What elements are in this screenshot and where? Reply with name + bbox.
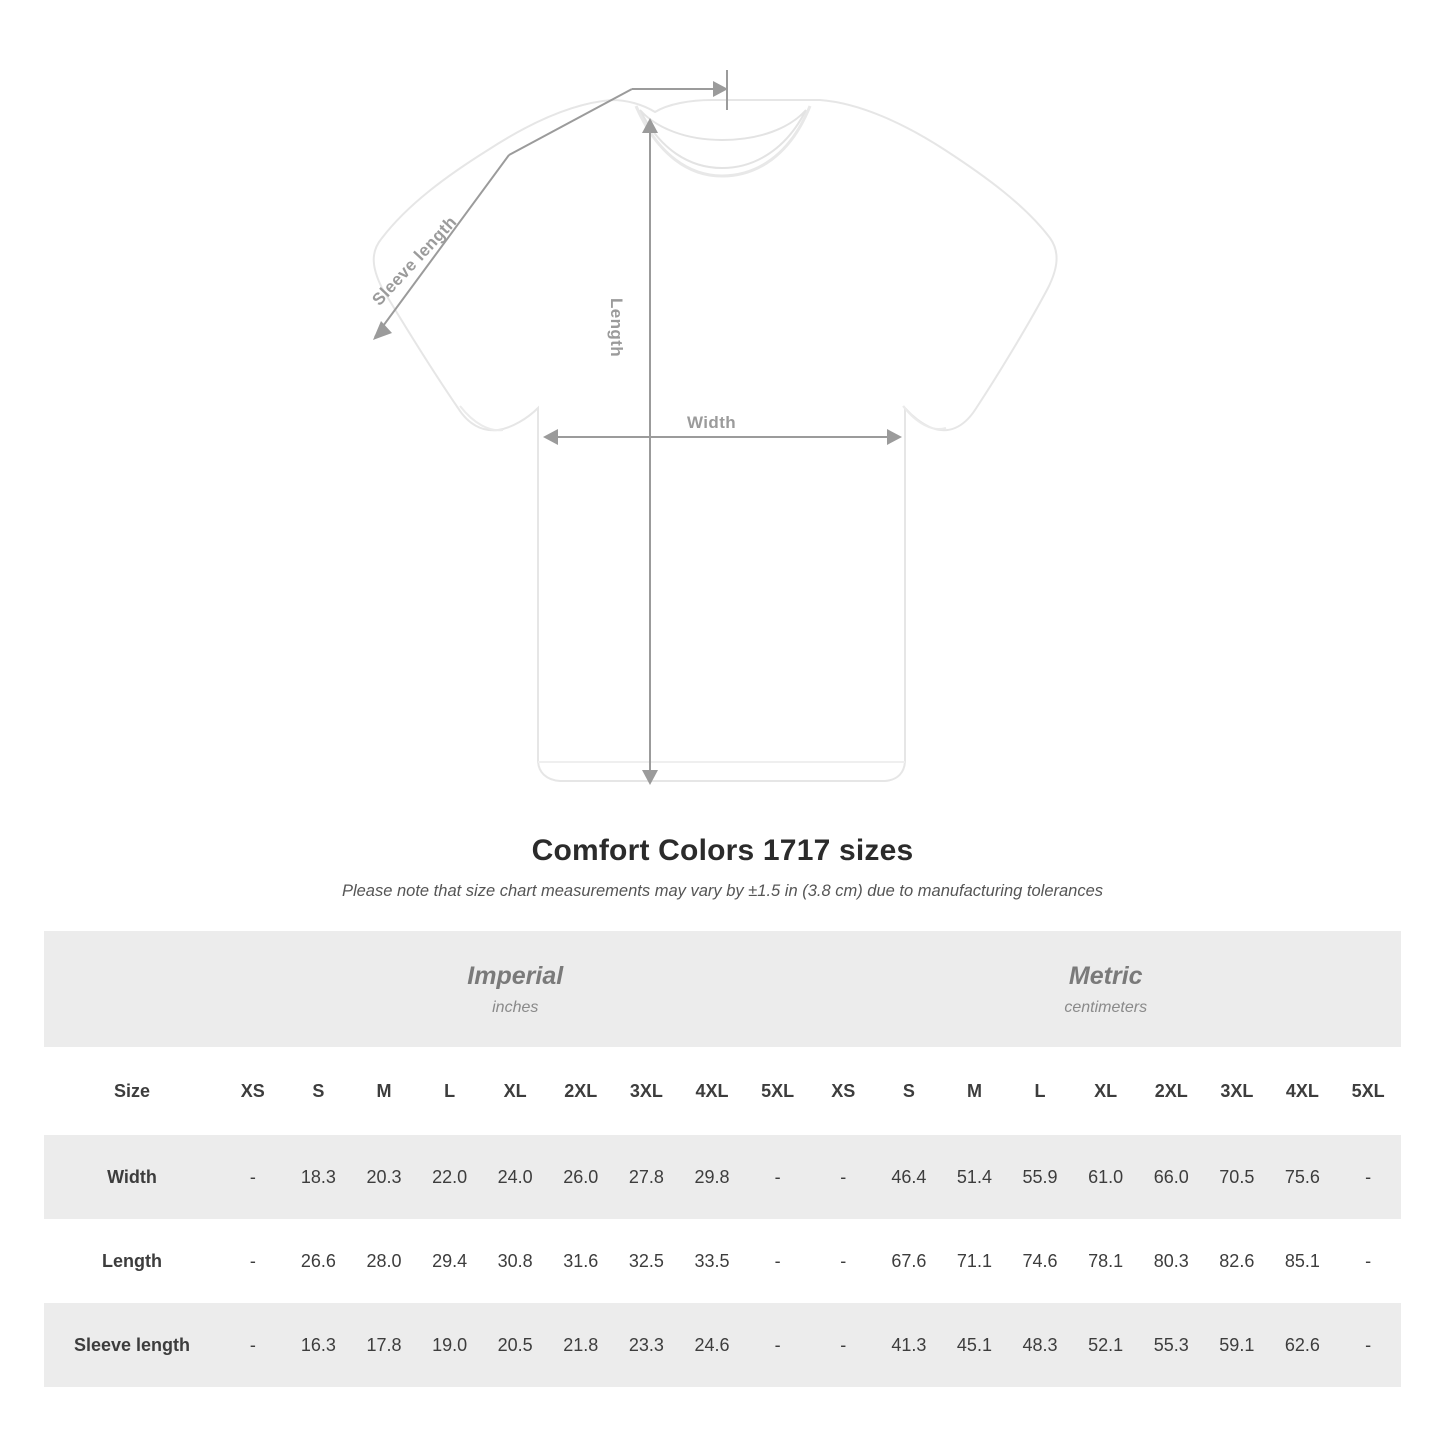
unit-header-row [44,931,1401,1047]
imperial-unit-cell [220,931,810,1047]
metric-system-label: Metric [1068,961,1143,990]
size-table [44,931,1401,1387]
cell-sleeve-imperial-5xl: - [745,1303,811,1387]
table-row [44,1303,1401,1387]
size-header-imperial-5xl: 5XL [745,1047,811,1135]
size-header-imperial-2xl: 2XL [548,1047,614,1135]
cell-width-imperial-2xl: 26.0 [548,1135,614,1219]
cell-width-metric-s: 46.4 [876,1135,942,1219]
cell-width-imperial-xl: 24.0 [482,1135,548,1219]
size-header-metric-4xl: 4XL [1270,1047,1336,1135]
size-header-imperial-xs: XS [220,1047,286,1135]
size-header-imperial-xl: XL [482,1047,548,1135]
metric-unit-cell [810,931,1401,1047]
cell-sleeve-imperial-2xl: 21.8 [548,1303,614,1387]
cell-sleeve-imperial-xl: 20.5 [482,1303,548,1387]
cell-length-metric-l: 74.6 [1007,1219,1073,1303]
cell-sleeve-metric-5xl: - [1335,1303,1401,1387]
length-dimension-label: Length [604,290,628,426]
page-title: Comfort Colors 1717 sizes [531,834,914,867]
cell-length-imperial-4xl: 33.5 [679,1219,745,1303]
row-label-sleeve-length: Sleeve length [44,1303,220,1387]
size-header-metric-5xl: 5XL [1335,1047,1401,1135]
width-dimension-label: Width [679,413,744,433]
size-header-metric-xl: XL [1073,1047,1139,1135]
cell-sleeve-metric-xs: - [810,1303,876,1387]
size-header-imperial-3xl: 3XL [614,1047,680,1135]
cell-length-imperial-l: 29.4 [417,1219,483,1303]
cell-length-imperial-3xl: 32.5 [614,1219,680,1303]
cell-width-imperial-4xl: 29.8 [679,1135,745,1219]
cell-width-metric-m: 51.4 [942,1135,1008,1219]
size-table-wrap [44,931,1401,1387]
size-header-label: Size [44,1047,220,1135]
row-label-width: Width [44,1135,220,1219]
size-header-imperial-s: S [286,1047,352,1135]
size-header-metric-l: L [1007,1047,1073,1135]
cell-width-imperial-l: 22.0 [417,1135,483,1219]
cell-sleeve-metric-4xl: 62.6 [1270,1303,1336,1387]
table-row [44,1135,1401,1219]
cell-width-metric-3xl: 70.5 [1204,1135,1270,1219]
cell-length-imperial-s: 26.6 [286,1219,352,1303]
cell-length-imperial-xs: - [220,1219,286,1303]
imperial-unit-label: inches [492,998,539,1016]
cell-width-metric-xs: - [810,1135,876,1219]
cell-width-imperial-m: 20.3 [351,1135,417,1219]
imperial-system-label: Imperial [467,961,564,990]
cell-width-metric-5xl: - [1335,1135,1401,1219]
cell-sleeve-metric-2xl: 55.3 [1138,1303,1204,1387]
cell-sleeve-metric-l: 48.3 [1007,1303,1073,1387]
size-header-metric-xs: XS [810,1047,876,1135]
cell-length-imperial-xl: 30.8 [482,1219,548,1303]
size-header-imperial-4xl: 4XL [679,1047,745,1135]
metric-unit-label: centimeters [1064,998,1148,1016]
cell-length-metric-xl: 78.1 [1073,1219,1139,1303]
cell-sleeve-imperial-l: 19.0 [417,1303,483,1387]
row-label-length: Length [44,1219,220,1303]
cell-width-metric-l: 55.9 [1007,1135,1073,1219]
cell-width-metric-xl: 61.0 [1073,1135,1139,1219]
cell-length-metric-4xl: 85.1 [1270,1219,1336,1303]
cell-length-metric-2xl: 80.3 [1138,1219,1204,1303]
size-header-metric-2xl: 2XL [1138,1047,1204,1135]
cell-sleeve-imperial-4xl: 24.6 [679,1303,745,1387]
sleeve-length-dimension-label: Sleeve length [368,212,461,310]
cell-sleeve-metric-3xl: 59.1 [1204,1303,1270,1387]
size-header-metric-s: S [876,1047,942,1135]
cell-length-metric-5xl: - [1335,1219,1401,1303]
cell-length-imperial-m: 28.0 [351,1219,417,1303]
cell-length-metric-m: 71.1 [942,1219,1008,1303]
table-row [44,1219,1401,1303]
unit-spacer [44,931,220,1047]
cell-width-imperial-xs: - [220,1135,286,1219]
tolerance-note: Please note that size chart measurements may vary by ±1.5 in (3.8 cm) due to manufacturing tolerances [341,882,1104,900]
cell-sleeve-metric-s: 41.3 [876,1303,942,1387]
size-header-imperial-l: L [417,1047,483,1135]
cell-sleeve-imperial-m: 17.8 [351,1303,417,1387]
cell-sleeve-metric-m: 45.1 [942,1303,1008,1387]
cell-width-metric-4xl: 75.6 [1270,1135,1336,1219]
cell-width-imperial-s: 18.3 [286,1135,352,1219]
cell-sleeve-imperial-xs: - [220,1303,286,1387]
cell-length-metric-3xl: 82.6 [1204,1219,1270,1303]
cell-width-imperial-5xl: - [745,1135,811,1219]
cell-length-imperial-5xl: - [745,1219,811,1303]
cell-sleeve-metric-xl: 52.1 [1073,1303,1139,1387]
cell-width-metric-2xl: 66.0 [1138,1135,1204,1219]
cell-length-imperial-2xl: 31.6 [548,1219,614,1303]
size-header-metric-3xl: 3XL [1204,1047,1270,1135]
tshirt-shape [374,100,1057,781]
cell-length-metric-s: 67.6 [876,1219,942,1303]
cell-length-metric-xs: - [810,1219,876,1303]
cell-sleeve-imperial-3xl: 23.3 [614,1303,680,1387]
size-header-imperial-m: M [351,1047,417,1135]
size-header-row [44,1047,1401,1135]
size-header-metric-m: M [942,1047,1008,1135]
cell-sleeve-imperial-s: 16.3 [286,1303,352,1387]
cell-width-imperial-3xl: 27.8 [614,1135,680,1219]
title-block [0,834,1445,901]
